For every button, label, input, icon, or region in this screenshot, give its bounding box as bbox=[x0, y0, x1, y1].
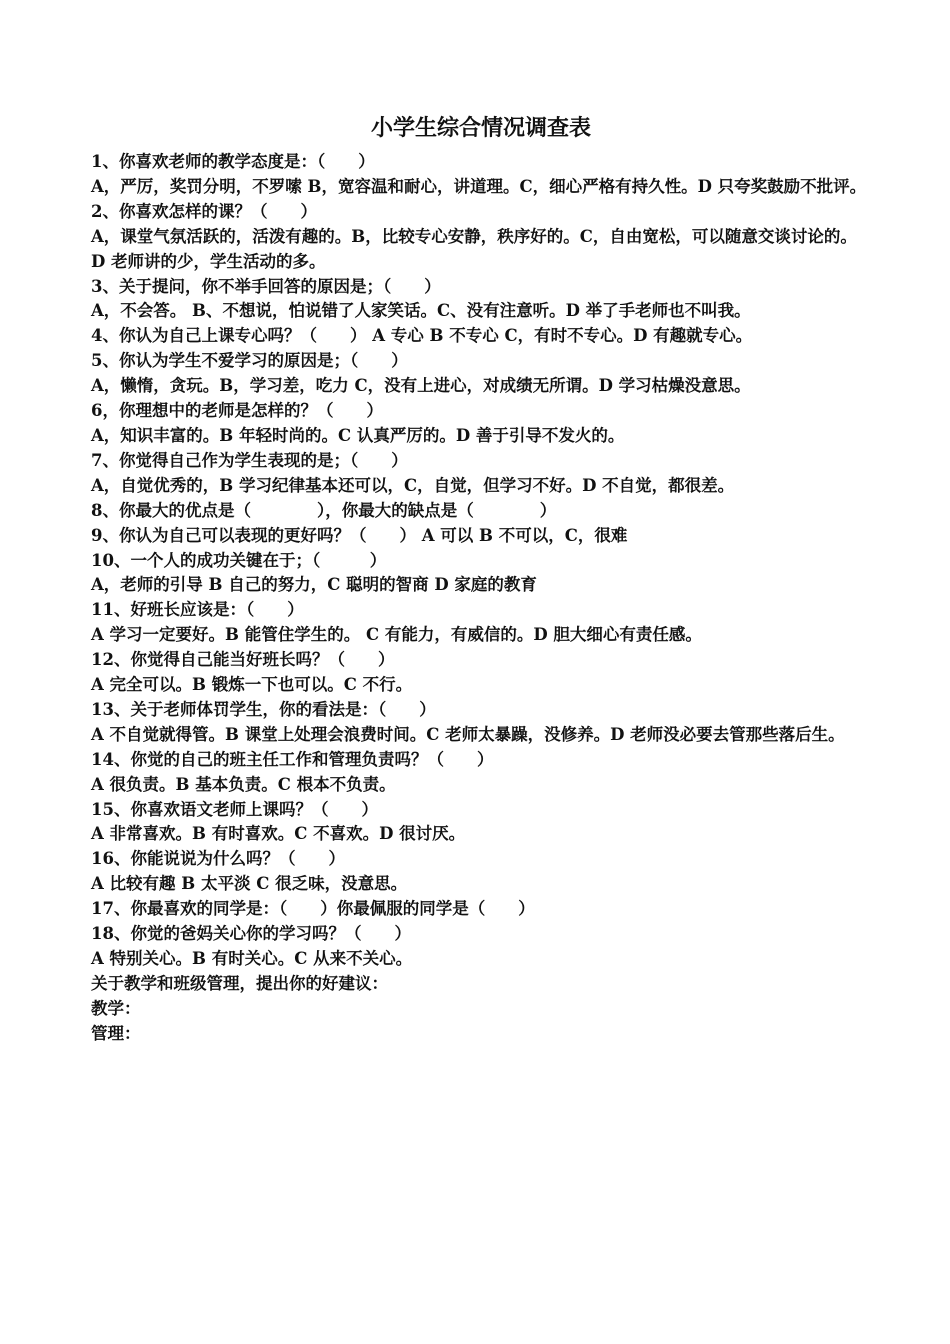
question-6-options: A，知识丰富的。B 年轻时尚的。C 认真严厉的。D 善于引导不发火的。 bbox=[91, 425, 625, 445]
question-2-options: A，课堂气氛活跃的，活泼有趣的。B，比较专心安静，秩序好的。C，自由宽松，可以随意交谈讨论的。D 老师讲的少，学生活动的多。 bbox=[91, 226, 857, 271]
question-7-options: A，自觉优秀的，B 学习纪律基本还可以，C，自觉，但学习不好。D 不自觉，都很差。 bbox=[91, 475, 735, 495]
question-14-options: A 很负责。B 基本负责。C 根本不负责。 bbox=[91, 774, 396, 794]
question-2: 2、你喜欢怎样的课？（ ） bbox=[91, 201, 317, 221]
question-7: 7、你觉得自己作为学生表现的是；（ ） bbox=[91, 450, 408, 470]
question-list bbox=[91, 150, 871, 1047]
question-10-options: A，老师的引导 B 自己的努力，C 聪明的智商 D 家庭的教育 bbox=[91, 575, 537, 595]
question-5-options: A，懒惰，贪玩。B，学习差，吃力 C，没有上进心，对成绩无所谓。D 学习枯燥没意思。 bbox=[91, 376, 751, 396]
question-11: 11、好班长应该是：（ ） bbox=[91, 600, 304, 620]
question-17: 17、你最喜欢的同学是：（ ）你最佩服的同学是（ ） bbox=[91, 899, 535, 919]
question-13: 13、关于老师体罚学生，你的看法是：（ ） bbox=[91, 699, 436, 719]
question-6: 6，你理想中的老师是怎样的？（ ） bbox=[91, 401, 383, 421]
question-12-options: A 完全可以。B 锻炼一下也可以。C 不行。 bbox=[91, 675, 413, 695]
question-16-options: A 比较有趣 B 太平淡 C 很乏味，没意思。 bbox=[91, 874, 408, 894]
question-11-options: A 学习一定要好。B 能管住学生的。 C 有能力，有威信的。D 胆大细心有责任感。 bbox=[91, 625, 702, 645]
survey-page bbox=[91, 108, 871, 1047]
question-12: 12、你觉得自己能当好班长吗？（ ） bbox=[91, 650, 395, 670]
page-title: 小学生综合情况调查表 bbox=[370, 115, 591, 141]
question-10: 10、一个人的成功关键在于；（ ） bbox=[91, 550, 387, 570]
question-14: 14、你觉的自己的班主任工作和管理负责吗？（ ） bbox=[91, 749, 494, 769]
question-18-options: A 特别关心。B 有时关心。C 从来不关心。 bbox=[91, 949, 413, 968]
question-15: 15、你喜欢语文老师上课吗？（ ） bbox=[91, 799, 378, 819]
suggestion-management-label: 管理： bbox=[91, 1023, 141, 1043]
question-4: 4、你认为自己上课专心吗？（ ） A 专心 B 不专心 C，有时不专心。D 有趣就专心。 bbox=[91, 326, 753, 346]
question-15-options: A 非常喜欢。B 有时喜欢。C 不喜欢。D 很讨厌。 bbox=[91, 824, 466, 844]
question-3-options: A，不会答。 B、不想说，怕说错了人家笑话。C、没有注意听。D 举了手老师也不叫我。 bbox=[91, 301, 751, 321]
question-13-options: A 不自觉就得管。B 课堂上处理会浪费时间。C 老师太暴躁，没修养。D 老师没必要去管那些落后生。 bbox=[91, 724, 845, 744]
question-1: 1、你喜欢老师的教学态度是：（ ） bbox=[91, 152, 375, 171]
question-16: 16、你能说说为什么吗？（ ） bbox=[91, 849, 345, 869]
question-5: 5、你认为学生不爱学习的原因是；（ ） bbox=[91, 351, 408, 371]
question-1-options: A，严厉，奖罚分明，不罗嗦 B，宽容温和耐心，讲道理。C，细心严格有持久性。D 只夸奖鼓励不批评。 bbox=[91, 176, 867, 196]
question-8: 8、你最大的优点是（ ），你最大的缺点是（ ） bbox=[91, 500, 557, 520]
question-9: 9、你认为自己可以表现的更好吗？（ ） A 可以 B 不可以，C，很难 bbox=[91, 525, 628, 545]
question-3: 3、关于提问，你不举手回答的原因是；（ ） bbox=[91, 276, 441, 296]
suggestion-prompt: 关于教学和班级管理，提出你的好建议： bbox=[91, 973, 388, 993]
question-18: 18、你觉的爸妈关心你的学习吗？（ ） bbox=[91, 924, 411, 944]
suggestion-teaching-label: 教学： bbox=[91, 998, 141, 1018]
